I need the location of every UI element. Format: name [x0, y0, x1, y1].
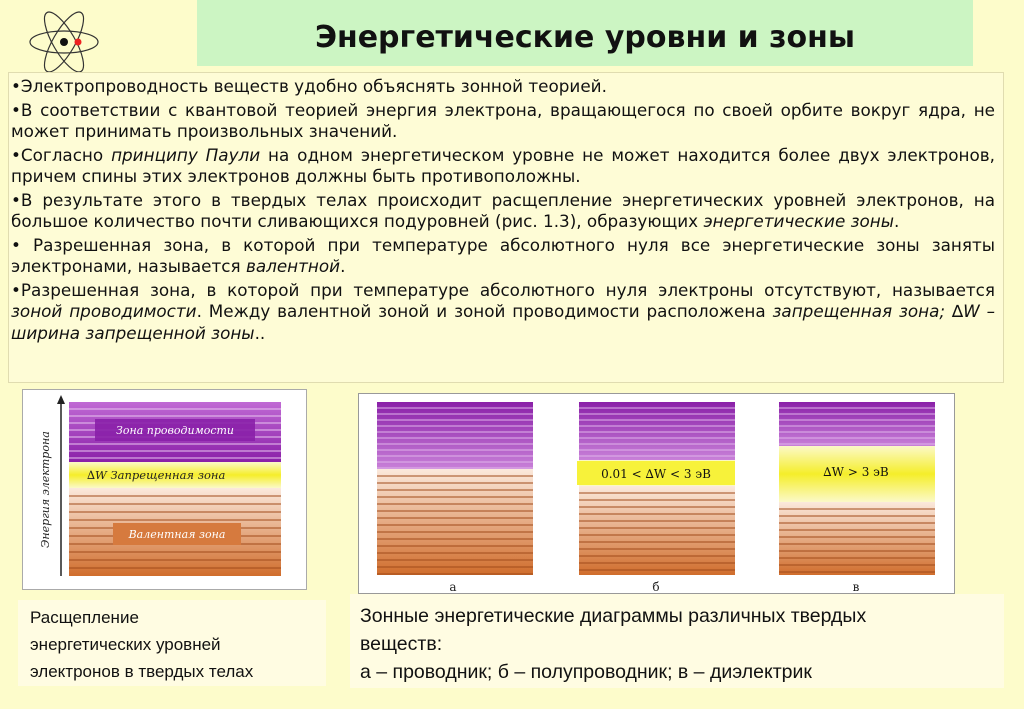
bullet-item — [11, 145, 995, 188]
panel-label-c: в — [852, 580, 860, 594]
left-caption-line: энергетических уровней — [30, 635, 221, 654]
bullet-text: •В результате этого в твердых телах происходит расщепление энергетических уровней электронов, на большое количество почти сливающихся подуровней (рис. 1.3), образующих — [11, 189, 995, 231]
bullet-item — [11, 280, 995, 345]
forbidden-gap-label: ∆W Запрещенная зона — [87, 468, 226, 482]
semiconductor-gap-label: 0.01 < ∆W < 3 эВ — [601, 467, 711, 481]
valence-band — [377, 469, 533, 575]
right-caption-line: а – проводник; б – полупроводник; в – диэлектрик — [360, 661, 812, 683]
bullet-text: .. — [254, 322, 266, 343]
band-diagrams-svg — [359, 394, 956, 595]
bullet-text: . — [340, 256, 346, 276]
right-caption — [360, 602, 1000, 686]
atom-icon — [26, 10, 102, 74]
bullet-text: • Разрешенная зона, в которой при температуре абсолютного нуля все энергетические зоны заняты электронами, называется — [11, 234, 995, 276]
right-caption-line: веществ: — [360, 633, 443, 655]
left-caption-line: Расщепление — [30, 608, 139, 627]
bullet-list — [11, 76, 995, 346]
page-title: Энергетические уровни и зоны — [314, 20, 856, 55]
bullet-text: •Электропроводность веществ удобно объяснять зонной теорией. — [11, 76, 607, 96]
bullet-text: •Разрешенная зона, в которой при температуре абсолютного нуля электроны отсутствуют, называется — [11, 279, 995, 300]
left-caption-line: электронов в твердых телах — [30, 662, 254, 681]
band-diagrams — [358, 393, 955, 594]
conduction-band — [779, 402, 935, 446]
bullet-text: . Между валентной зоной и зоной проводимости расположена — [196, 301, 773, 321]
right-caption-line: Зонные энергетические диаграммы различных твердых — [360, 605, 867, 627]
bullet-emphasis: зоной проводимости — [11, 301, 197, 321]
conduction-band — [377, 402, 533, 469]
bullet-item — [11, 190, 995, 233]
bullet-emphasis: валентной — [245, 256, 341, 276]
energy-splitting-svg — [23, 390, 308, 591]
energy-axis-label: Энергия электрона — [39, 431, 52, 548]
bullet-item — [11, 235, 995, 278]
valence-band-label: Валентная зона — [128, 528, 226, 541]
panel-label-b: б — [652, 580, 660, 594]
bullet-text: на одном энергетическом уровне не может находится более двух электронов, причем спины этих электронов должны быть противоположны. — [11, 144, 995, 186]
bullet-text: •В соответствии с квантовой теорией энергия электрона, вращающегося по своей орбите вокруг ядра, не может принимать произвольных значений. — [11, 99, 995, 141]
valence-band — [779, 502, 935, 575]
panel-label-a: а — [449, 580, 457, 594]
valence-band — [579, 486, 735, 575]
bullet-text: . — [894, 211, 900, 231]
dielectric-gap-label: ∆W > 3 эВ — [823, 465, 889, 479]
bullet-item — [11, 76, 995, 98]
left-caption — [30, 604, 324, 685]
energy-splitting-diagram — [22, 389, 307, 590]
bullet-text: •Согласно — [11, 144, 112, 165]
conduction-band — [579, 402, 735, 460]
bullet-emphasis: запрещенная зона; ∆W – ширина запрещенной зоны — [11, 301, 995, 343]
conduction-band-label: Зона проводимости — [115, 424, 235, 437]
bullet-item — [11, 100, 995, 143]
bullet-emphasis: принципу Паули — [111, 144, 261, 165]
bullet-emphasis: энергетические зоны — [703, 211, 895, 231]
